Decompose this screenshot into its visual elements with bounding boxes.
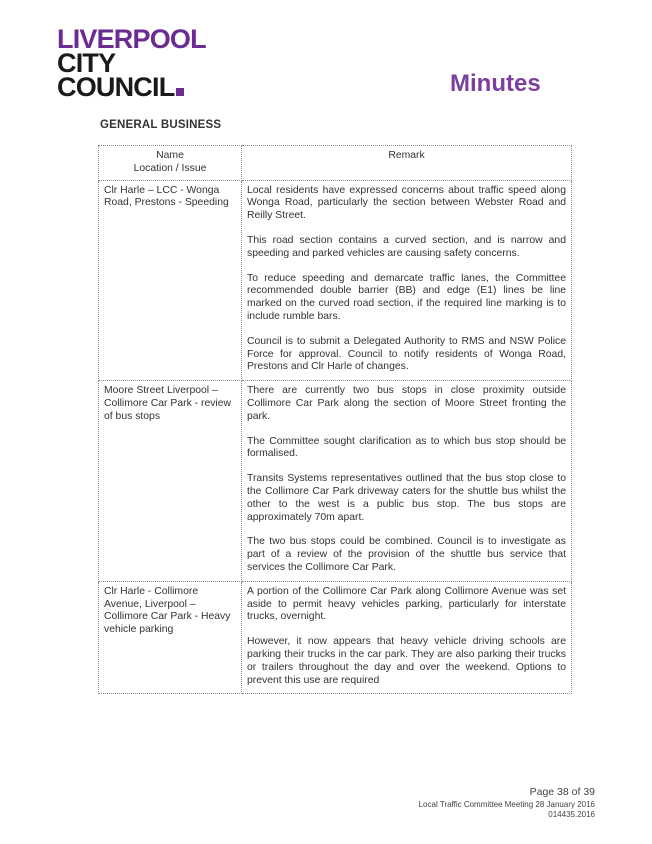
page-footer bbox=[419, 786, 595, 819]
page-number: Page 38 of 39 bbox=[529, 786, 595, 798]
table-row bbox=[99, 381, 572, 582]
remark-paragraph: There are currently two bus stops in close proximity outside Collimore Car Park along the section of Moore Street fronting the park. bbox=[247, 385, 566, 422]
header-name-location bbox=[99, 146, 242, 181]
table-row bbox=[99, 581, 572, 694]
remark-paragraph: This road section contains a curved section, and is narrow and speeding and parked vehicles are causing safety concerns. bbox=[247, 234, 566, 259]
meeting-reference: Local Traffic Committee Meeting 28 January 2016 bbox=[418, 800, 595, 809]
remark-paragraph: Council is to submit a Delegated Authority to RMS and NSW Police Force for approval. Council to notify residents of Wonga Road, Prestons and Clr Harle of changes. bbox=[247, 335, 566, 373]
section-heading: GENERAL BUSINESS bbox=[100, 119, 222, 131]
remark-paragraph: Local residents have expressed concerns about traffic speed along Wonga Road, particularly the section between Webster Road and Reilly Street. bbox=[247, 184, 566, 222]
remark-paragraph: Transits Systems representatives outlined that the bus stop close to the Collimore Car Park driveway caters for the shuttle bus whilst the other to the west is a public bus stop. The bus stops are approximately 70m apart. bbox=[247, 473, 566, 523]
logo-line-liverpool: LIVERPOOL bbox=[57, 24, 206, 54]
logo-square-icon bbox=[176, 88, 184, 96]
logo-line-city: CITY bbox=[57, 48, 116, 78]
minutes-table bbox=[98, 145, 572, 694]
row-name: Clr Harle - Collimore Avenue, Liverpool – Collimore Car Park - Heavy vehicle parking bbox=[99, 581, 242, 694]
logo-line-council bbox=[57, 72, 206, 102]
remark-paragraph: To reduce speeding and demarcate traffic lanes, the Committee recommended double barrier (BB) and edge (E1) lines be line marked on the curved road section, if the required line marking is to include rumble bars. bbox=[247, 272, 566, 322]
row-remark bbox=[242, 581, 572, 694]
row-name: Clr Harle – LCC - Wonga Road, Prestons - Speeding bbox=[99, 180, 242, 381]
header-location: Location / Issue bbox=[133, 162, 207, 174]
header-remark: Remark bbox=[242, 146, 572, 181]
header-name: Name bbox=[156, 150, 184, 161]
remark-paragraph: The two bus stops could be combined. Council is to investigate as part of a review of the provision of the shuttle bus service that services the Collimore Car Park. bbox=[247, 536, 566, 573]
table-header-row bbox=[99, 146, 572, 181]
row-remark bbox=[242, 180, 572, 381]
table-row bbox=[99, 180, 572, 381]
row-remark bbox=[242, 381, 572, 582]
document-title: Minutes bbox=[450, 70, 541, 97]
remark-paragraph: A portion of the Collimore Car Park along Collimore Avenue was set aside to permit heavy vehicles parking, particularly for interstate trucks, overnight. bbox=[247, 585, 566, 623]
row-name: Moore Street Liverpool – Collimore Car Park - review of bus stops bbox=[99, 381, 242, 582]
remark-paragraph: However, it now appears that heavy vehicle driving schools are parking their trucks in the car park. They are also parking their trucks or trailers throughout the day and over the weekend. Options to prevent this use are required bbox=[247, 636, 566, 686]
logo-council-text: COUNCIL bbox=[57, 72, 175, 102]
remark-paragraph: The Committee sought clarification as to which bus stop should be formalised. bbox=[247, 435, 566, 460]
document-reference: 014435.2016 bbox=[548, 809, 595, 819]
council-logo bbox=[57, 24, 206, 102]
